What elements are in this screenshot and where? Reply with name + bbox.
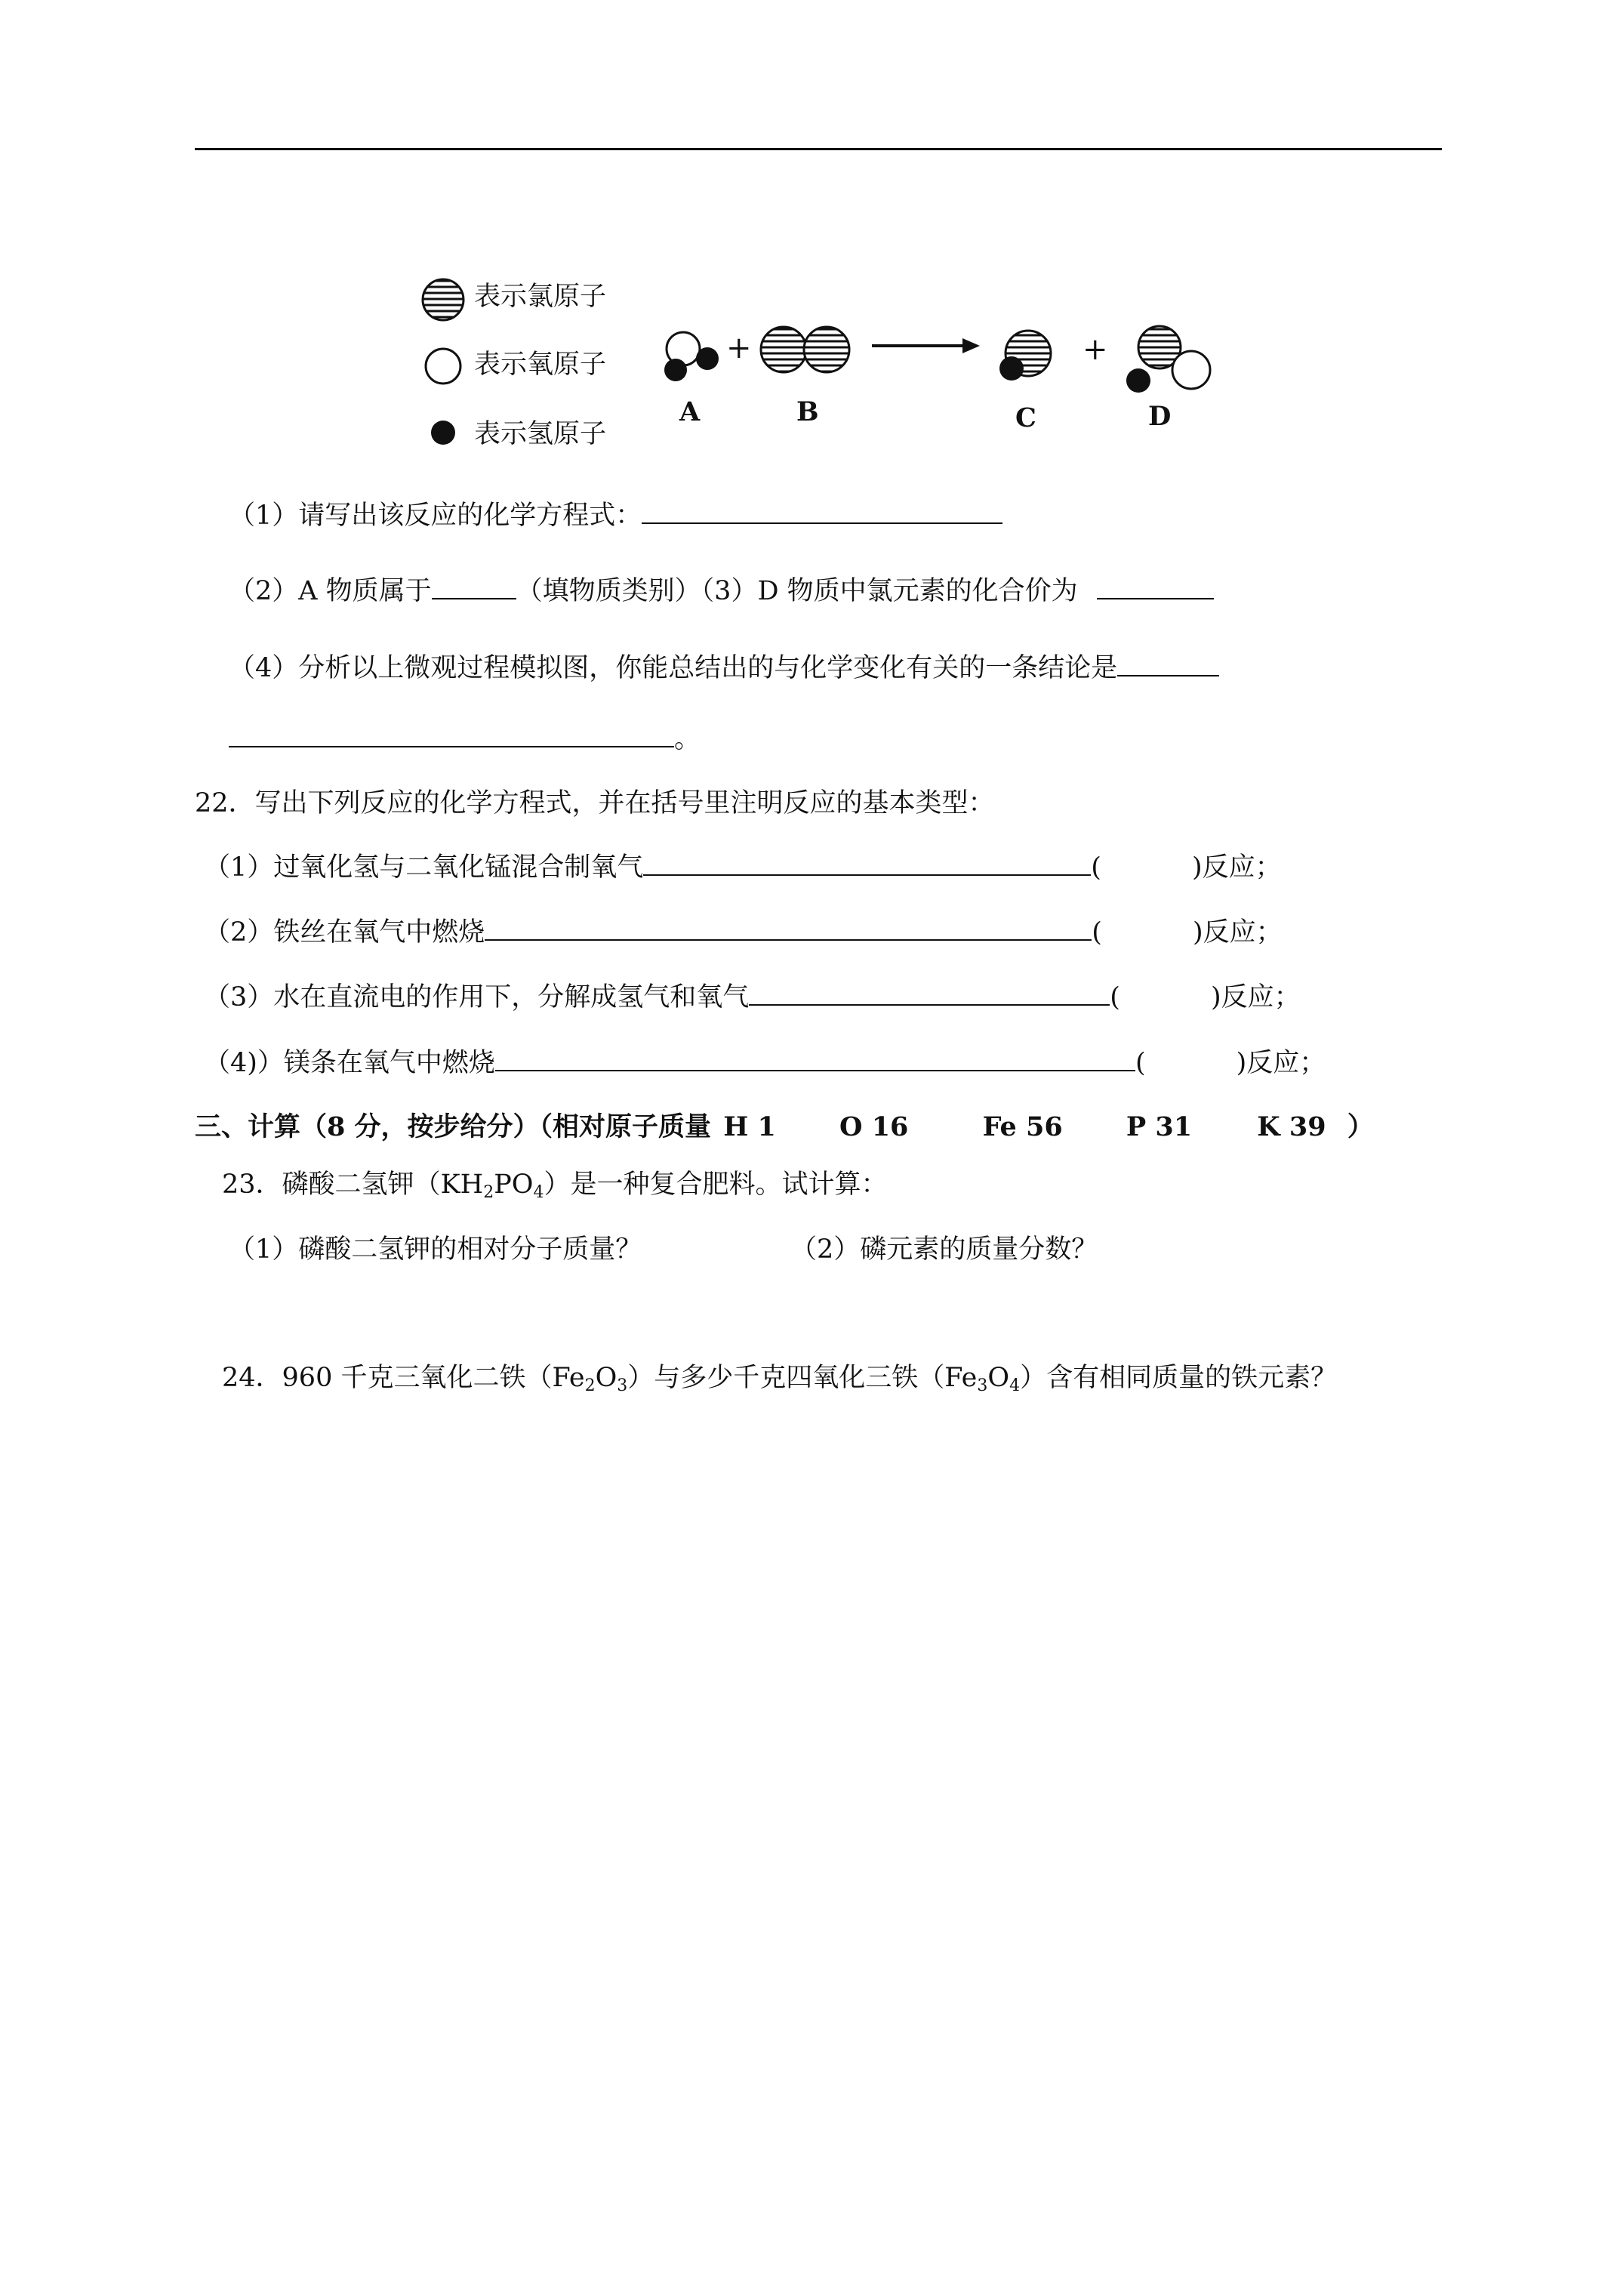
q22-item-4-text: （4)）镁条在氧气中燃烧 [204, 1048, 495, 1078]
q22-item-1-open-paren: ( [1091, 852, 1101, 883]
plus-sign-2: + [1083, 332, 1108, 367]
q24-sub-1: 2 [584, 1376, 596, 1395]
mass-p: P 31 [1126, 1111, 1193, 1142]
q22-item-3-equation-blank[interactable] [749, 978, 1110, 1006]
q23-title [222, 1167, 887, 1202]
mass-k: K 39 [1257, 1111, 1326, 1142]
q22-item-2-text: （2）铁丝在氧气中燃烧 [204, 917, 485, 948]
q22-item-3-type-blank[interactable] [1120, 978, 1211, 1006]
molecule-a-hydrogen-1 [664, 359, 687, 381]
q22-item-4-open-paren: ( [1135, 1048, 1146, 1078]
q22-item-3-text: （3）水在直流电的作用下，分解成氢气和氧气 [204, 982, 750, 1012]
q24-text-5: ）含有相同质量的铁元素？ [1020, 1363, 1338, 1393]
section3-title: 三、计算（8 分，按步给分）（相对原子质量 [195, 1111, 712, 1142]
q22-item-3 [204, 978, 1301, 1015]
oxygen-atom-icon [426, 349, 460, 384]
q22-item-1-equation-blank[interactable] [643, 849, 1091, 876]
q22-item-2-equation-blank[interactable] [485, 914, 1092, 941]
q22-item-4-equation-blank[interactable] [495, 1044, 1135, 1071]
q22-item-2-open-paren: ( [1092, 917, 1102, 948]
q22-item-4 [204, 1044, 1326, 1080]
q23-text-1: 23．磷酸二氢钾（KH [222, 1170, 484, 1200]
label-c: C [1015, 402, 1036, 433]
molecule-b-chlorine-2 [804, 327, 849, 372]
q22-item-4-suffix: )反应； [1236, 1048, 1326, 1078]
q24-text-3: ）与多少千克四氧化三铁（Fe [627, 1363, 978, 1393]
q23-text-2: PO [494, 1170, 534, 1200]
q22-item-1-type-blank[interactable] [1101, 849, 1192, 876]
q22-item-2 [204, 914, 1283, 950]
q21-part3-answer-blank[interactable] [1097, 572, 1214, 599]
legend-hydrogen-label: 表示氢原子 [474, 419, 607, 449]
legend-chlorine-label: 表示氯原子 [474, 282, 607, 312]
mass-o: O 16 [839, 1111, 909, 1142]
molecule-a-hydrogen-2 [696, 347, 719, 370]
q24-text-2: O [595, 1363, 617, 1393]
label-b: B [796, 396, 819, 427]
q23-text-3: ）是一种复合肥料。试计算： [544, 1170, 888, 1200]
q23-sub-question-2: （2）磷元素的质量分数？ [790, 1234, 1098, 1265]
q21-part2-3 [229, 572, 1214, 609]
q21-part4 [229, 649, 1219, 686]
label-d: D [1148, 401, 1172, 432]
q24-sub-2: 3 [617, 1376, 628, 1395]
q22-item-1-text: （1）过氧化氢与二氧化锰混合制氧气 [204, 852, 644, 883]
q24-title [222, 1361, 1337, 1395]
q23-sub-question-1: （1）磷酸二氢钾的相对分子质量？ [229, 1234, 642, 1265]
q22-item-3-open-paren: ( [1110, 982, 1120, 1012]
q22-item-2-suffix: )反应； [1192, 917, 1283, 948]
reaction-arrow-head [962, 338, 980, 353]
q21-part2-text: （2）A 物质属于 [229, 576, 432, 606]
molecule-b-chlorine-1 [761, 327, 806, 372]
q21-part4-text: （4）分析以上微观过程模拟图，你能总结出的与化学变化有关的一条结论是 [229, 653, 1118, 683]
molecule-c-hydrogen [999, 356, 1024, 381]
q24-text-1: 24．960 千克三氧化二铁（Fe [222, 1363, 585, 1393]
q24-text-4: O [987, 1363, 1010, 1393]
q22-item-1 [204, 849, 1282, 885]
section3-heading [195, 1110, 1374, 1145]
legend-oxygen-label: 表示氧原子 [474, 350, 607, 380]
molecule-d-oxygen [1172, 351, 1210, 389]
q21-part1-answer-blank[interactable] [642, 497, 1002, 524]
mass-fe: Fe 56 [982, 1111, 1063, 1142]
q21-part4-answer-blank-2[interactable] [229, 720, 674, 747]
label-a: A [679, 396, 701, 427]
q21-part4-period: 。 [674, 724, 701, 754]
header-rule [195, 148, 1442, 150]
q21-part3-text: （填物质类别）（3）D 物质中氯元素的化合价为 [516, 576, 1078, 606]
q24-sub-3: 3 [977, 1376, 988, 1395]
q21-part1 [229, 497, 1002, 533]
hydrogen-atom-icon [431, 421, 455, 445]
q22-item-1-suffix: )反应； [1191, 852, 1282, 883]
q21-part1-text: （1）请写出该反应的化学方程式： [229, 501, 642, 531]
molecule-d-hydrogen [1126, 368, 1150, 393]
q23-sub-2: 4 [533, 1183, 544, 1202]
q22-title: 22．写出下列反应的化学方程式，并在括号里注明反应的基本类型： [195, 788, 995, 818]
q21-part2-answer-blank[interactable] [432, 572, 516, 599]
chlorine-atom-icon [423, 279, 463, 320]
q24-sub-4: 4 [1009, 1376, 1021, 1395]
q23-sub-1: 2 [483, 1183, 494, 1202]
mass-h: H 1 [723, 1111, 776, 1142]
q21-part4-answer-blank-1[interactable] [1117, 649, 1219, 676]
q22-item-3-suffix: )反应； [1210, 982, 1301, 1012]
plus-sign-1: + [726, 331, 752, 365]
q22-item-2-type-blank[interactable] [1102, 914, 1193, 941]
section3-close: ） [1347, 1111, 1374, 1142]
q21-part4-cont [229, 720, 701, 757]
q22-item-4-type-blank[interactable] [1146, 1044, 1236, 1071]
